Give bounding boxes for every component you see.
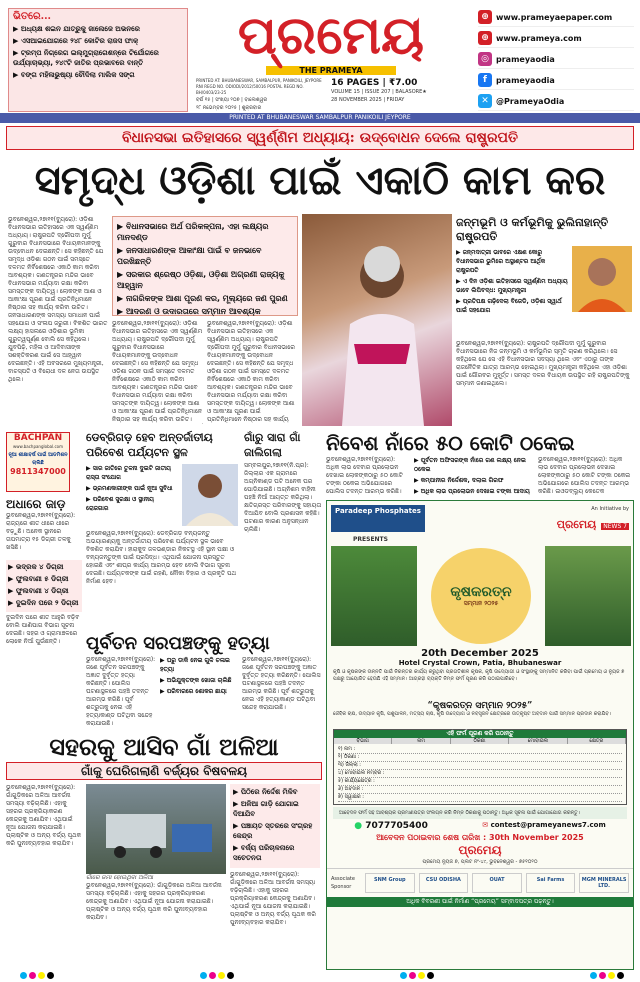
lead-bullet: ▶ ନାଗରିକଙ୍କ ଆଶା ପୂରଣ କର, ମୂଲ୍ୟରେ ଜଣ ପୁରଣ [117,294,288,303]
ad-form-row: ୨) ଠିକଣା : [338,754,622,762]
tourism-bullet: ▶ ଭ୍ରମଣକାରୀଙ୍କ ପାଇଁ ନୂଆ ସୁବିଧା [86,485,173,492]
printed-at: PRINTED AT: BHUBANESWAR, SAMBALPUR, PANIKOILI, JEYPORE [196,78,322,83]
index-list [9,24,187,80]
side-story-body: ଭୁବନେଶ୍ୱର,୨୭ା୧୧(ବ୍ୟୁରୋ): ରାଷ୍ଟ୍ରପତି ଦ୍ରୌପଦୀ ମୁର୍ମୁ ଗୁରୁବାର ବିଧାନସଭାରେ ନିଜ ଜନ୍ମଭୂମି ଓ କର୍ମଭୂମିର ସ୍ମୃତି ଚାରଣ କରିଥିଲେ। ସେ କହିଥିଲେ ଯେ ସେ ଏହି ବିଧାନସଭାର ସଦସ୍ୟା ଥିଲେ ଏବଂ ଏଠାରୁ ତାଙ୍କ ରାଜନୈତିକ ଯାତ୍ରା ଆରମ୍ଭ ହୋଇଥିଲା। ମୁଖ୍ୟମନ୍ତ୍ରୀ କହିଥିଲେ ଏହା ଓଡ଼ିଶା ପାଇଁ ଗୌରବର ମୁହୂର୍ତ୍ତ। ସମସ୍ତ ଦଳର ବିଧାୟକ ଉପସ୍ଥିତ ରହି ରାଷ୍ଟ୍ରପତିଙ୍କୁ ସମ୍ମାନ ଜଣାଇଥିଲେ। [456,340,630,387]
cold-story [6,496,82,696]
cold-bullets [6,560,82,612]
krushak-ad [326,500,634,970]
ad-award-text: ଜୈବିକ ଚାଷ, ଉଦ୍ୟାନ କୃଷି, ପଶୁପାଳନ, ମତ୍ସ୍ୟ ଚାଷ, କୃଷି ଉଦ୍ୟୋଗ ଓ ନବସୃଜନ କ୍ଷେତ୍ରରେ ଉତ୍କୃଷ୍ଟ ଅବଦାନ ପାଇଁ ସମ୍ମାନ ପ୍ରଦାନ କରାଯିବ। [333,711,612,717]
ad-note: ଆବେଦନ ଫର୍ମ ସହ ଆବଶ୍ୟକ ପ୍ରମାଣପତ୍ର ସଂଲଗ୍ନ କରି ନିମ୍ନ ଠିକଣାକୁ ପଠାନ୍ତୁ। ଅଧିକ ସୂଚନା ପାଇଁ ଯୋଗାଯୋଗ କରନ୍ତୁ। [333,807,627,819]
social-link[interactable] [478,29,634,48]
ad-form-col: ଠିକଣା [451,738,509,744]
registration-mark [608,972,615,979]
cold-title: ଅଧାରେ ଜାଡ଼ [6,497,66,511]
masthead-subtitle: THE PRAMEYA [266,66,396,75]
village-body: ସମ୍ବଲପୁର,୨୭ା୧୧(ନି.ପ୍ର): ଜିଲ୍ଲାର ଏକ ଗ୍ରାମରେ ଅଗ୍ନିକାଣ୍ଡ ଘଟି ଅନେକ ଘର ପୋଡ଼ିଯାଇଛି। ଅଗ୍ନିଶମ ବାହିନୀ ପହଞ୍ଚି ନିଆଁ ଆୟତ୍ତ କରିଥିଲା। କ୍ଷତିଗ୍ରସ୍ତ ପରିବାରଙ୍କୁ ସହାୟତା ଦିଆଯିବ ବୋଲି ପ୍ରଶାସନ କହିଛି। ଘଟଣାର କାରଣ ଅନୁସନ୍ଧାନ ଚାଲିଛି। [244,462,322,533]
waste-caption: ଗାଁରେ ଜମା ହୋଇଥିବା ଅଳିଆ [86,874,153,881]
sarpanch-story [86,632,322,728]
ad-sponsors-label: Associate Sponsor [331,876,355,890]
sponsor-logo: CSU ODISHA [419,873,469,893]
index-item: ▶ ଅଧ୍ୟକ୍ଷ ଶଇନ ଯାତ୍ରୁକୁ ଜାଲେଜେ ଅଭନରେ [13,25,140,33]
cold-bullet: ▶ ଭଦ୍ରକ ୪ ଡିଗ୍ରୀ [8,563,64,571]
social-link[interactable] [478,8,634,27]
globe-icon: ⊕ [478,10,492,24]
registration-mark [38,972,45,979]
ad-form-row: ୪) ମୋବାଇଲ ନମ୍ବର : [338,770,622,778]
ad-emblem [431,548,531,644]
registration-mark [409,972,416,979]
social-label: @PrameyaOdia [496,96,565,106]
sponsor-logo: MGM MINERALS LTD. [579,873,629,893]
invest-bullet: ▶ ପୂର୍ବତନ ଅଫିସରଙ୍କ ନାଁରେ ଗଣ ଲକ୍ଷ୍ୟ ନେଇ ଠକେଇ [414,457,526,473]
waste-bullets [230,784,320,868]
ad-email-address: contest@prameyanews7.com [490,821,606,829]
rni-line: RNI REGD NO. ODIODI/2012/50016 POSTAL REGD NO. BH/0403/23-25 [196,84,304,95]
strap [6,126,634,150]
sarpanch-body-2: ଭୁବନେଶ୍ୱର,୨୭ା୧୧(ବ୍ୟୁରୋ): ଜଣେ ପୂର୍ବତନ ସରପଞ୍ଚଙ୍କୁ ଅଜ୍ଞାତ ଦୁର୍ବୃତ୍ତ ହତ୍ୟା କରିଛନ୍ତି। ପୋଲିସ ଘଟଣାସ୍ଥଳରେ ପହଞ୍ଚି ତଦନ୍ତ ଆରମ୍ଭ କରିଛି। ପୂର୍ବ ଶତ୍ରୁତାକୁ ନେଇ ଏହି ହତ୍ୟାକାଣ୍ଡ ଘଟିଥିବା ସନ୍ଦେହ କରାଯାଉଛି। [242,656,321,711]
ad-brand-tag: NEWS 7 [603,523,627,530]
registration-mark [209,972,216,979]
ad-venue: Hotel Crystal Crown, Patia, Bhubaneswar [398,659,562,667]
ad-form-row: ୭) ସ୍ୱାକ୍ଷର : [338,794,622,802]
lead-bullet: ▶ ସରକାର ଶ୍ରେଷ୍ଠ ଓଡ଼ିଶା, ଓଡ଼ିଶା ଅଗ୍ରଣୀ ରାଜ୍ୟକୁ ଆହ୍ୱାନ [117,270,285,290]
ad-form-col: ବିଭାଗ [334,738,392,744]
registration-mark [227,972,234,979]
village-title: ଗାଁରୁ ସାରା ଗାଁ ଜାଲିଗଲା [244,431,301,459]
masthead [196,6,466,116]
ad-brand-2: ପ୍ରମେୟ [458,843,502,857]
sarpanch-bullet: ▶ ଘରୁ ଡାକି ନେଇ ଗୁଳି ଚଳାଇ ହତ୍ୟା [160,657,230,673]
waste-title: ସହରକୁ ଆସିବ ଗାଁ ଅଳିଆ [49,732,279,761]
registration-mark [47,972,54,979]
cold-bullet: ▶ ଫୁଲବାଣୀ ୫ ଡିଗ୍ରୀ [8,575,69,583]
tourism-bullets [86,464,178,513]
registration-mark [590,972,597,979]
index-item: ▶ ବଙ୍ଗ ମହିଳାଭୁଷ୍ୟା ଚୌଦିଲା ମାଲିକ ସଙ୍ଗ [13,71,135,79]
ad-deadline: ଆବେଦନ ପଠାଇବାର ଶେଷ ତାରିଖ : 30th November 2025 [376,833,584,842]
tourism-body: ଭୁବନେଶ୍ୱର,୨୭ା୧୧(ବ୍ୟୁରୋ): ଡେବ୍ରିଗଡ଼ ବନ୍ୟଜନ୍ତୁ ଅଭୟାରଣ୍ୟକୁ ଅନ୍ତର୍ଜାତୀୟ ପରିବେଶ ପର୍ଯ୍ୟଟନ ସ୍ଥଳ ଭାବେ ବିକଶିତ କରାଯିବ। ହୀରାକୁଦ ଜଳଭଣ୍ଡାର ନିକଟସ୍ଥ ଏହି ସ୍ଥାନ ପକ୍ଷୀ ଓ ବନ୍ୟଜନ୍ତୁଙ୍କ ପାଇଁ ପ୍ରସିଦ୍ଧ। ଏଥିପାଇଁ ଯୋଜନା ପ୍ରସ୍ତୁତ ହୋଇଛି ଏବଂ ଶୀଘ୍ର କାର୍ଯ୍ୟ ଆରମ୍ଭ ହେବ ବୋଲି ବିଭାଗ ସୂଚନା ଦେଇଛି। ପର୍ଯ୍ୟଟକଙ୍କ ପାଇଁ ରହଣି, ନୌକା ବିହାର ଓ ପ୍ରକୃତି ପଥ ନିର୍ମାଣ ହେବ। [86,530,237,585]
waste-story [6,732,322,970]
bachpan-offer: ନୂଆ ଶୀକ୍ଷାବର୍ଷ ପାଇଁ ଆଡମିଶନ ଚାଲିଛି [8,452,68,466]
lead-body-3: ଭୁବନେଶ୍ୱର,୨୭ା୧୧(ବ୍ୟୁରୋ): ଓଡ଼ିଶା ବିଧାନସଭାର ଇତିହାସରେ ଏକ ସ୍ୱର୍ଣ୍ଣିମ ଅଧ୍ୟାୟ। ରାଷ୍ଟ୍ରପତି ଦ୍ରୌପଦୀ ମୁର୍ମୁ ଗୁରୁବାର ବିଧାନସଭାରେ ବିଧାୟକମାନଙ୍କୁ ଉଦ୍‌ବୋଧନ ଦେଇଛନ୍ତି। ସେ କହିଛନ୍ତି ଯେ ସମୃଦ୍ଧ ଓଡ଼ିଶା ଗଠନ ପାଇଁ ସମସ୍ତେ ଦଳମତ ନିର୍ବିଶେଷରେ ଏକାଠି କାମ କରିବା ଆବଶ୍ୟକ। ଗଣତନ୍ତ୍ରର ମନ୍ଦିର ଭାବେ ବିଧାନସଭାର ମର୍ଯ୍ୟାଦା ରକ୍ଷା କରିବା ସମସ୍ତଙ୍କ ଦାୟିତ୍ୱ। ଲୋକଙ୍କ ଆଶା ଓ ଆକାଂକ୍ଷା ପୂରଣ ପାଇଁ ପ୍ରତିନିଧିମାନେ ନିଷ୍ଠାର ସହ କାର୍ଯ୍ୟ [207,320,295,423]
registration-mark [218,972,225,979]
sarpanch-bullets [160,656,238,726]
registration-mark [599,972,606,979]
waste-subtitle: ଗାଁକୁ ଘେରିଗଲାଣି ବର୍ଜ୍ୟର ବିଷବଳୟ [6,762,322,780]
ad-intro: କୃଷି ଓ କୃଷକଙ୍କ ଉନ୍ନତି ପାଇଁ ନିରନ୍ତର କାର୍ଯ୍ୟ କରୁଥିବା ପ୍ରଗତିଶୀଳ କୃଷକ, କୃଷି ଉଦ୍ୟୋଗୀ ଓ ସଂସ୍ଥାଙ୍କୁ ସମ୍ମାନିତ କରିବା ପାଇଁ ପ୍ରମେୟ ଓ ନ୍ୟୁଜ ୭ ପକ୍ଷରୁ ଆୟୋଜିତ ହେଉଛି ଏହି ସମ୍ମାନ। ଆଗ୍ରହୀ ବ୍ୟକ୍ତି ନିମ୍ନ ଫର୍ମ ପୂରଣ କରି ପଠାଇପାରିବେ। [333,669,625,682]
registration-mark [418,972,425,979]
headline: ସମୃଦ୍ଧ ଓଡ଼ିଶା ପାଇଁ ଏକାଠି କାମ କର [34,157,606,204]
ad-form-col: କ୍ଷେତ୍ର [568,738,626,744]
waste-body: ଭୁବନେଶ୍ୱର,୨୭ା୧୧(ବ୍ୟୁରୋ): ଗାଁଗୁଡ଼ିକରେ ଅଳିଆ ଆବର୍ଜନା ସମସ୍ୟା ବଢ଼ିଚାଲିଛି। ଏହାକୁ ସହରର ପ୍ରକ୍ରିୟାକରଣ କେନ୍ଦ୍ରକୁ ଅଣାଯିବ। ଏଥିପାଇଁ ନୂଆ ଯୋଜନା କରାଯାଇଛି। ପ୍ଲାଷ୍ଟିକ ଓ ଅନ୍ୟ ବର୍ଜ୍ୟ ପୃଥକ କରି ପୁନଃବ୍ୟବହାର କରାଯିବ। [6,784,82,847]
ad-whatsapp [354,821,428,831]
invest-bullet: ▶ ଅଧିକ ଲାଭ ପ୍ରଲୋଭନ ଦେଖାଇ ଟଙ୍କା ଆଦାୟ [414,488,530,495]
ad-email [482,821,606,831]
ad-sponsor-name: Paradeep Phosphates [335,507,421,515]
ad-photo-left [331,546,417,646]
tourism-title: ଡେବ୍ରିଗଡ଼ ହେବ ଅନ୍ତର୍ଜାତୀୟ ପରିବେଶ ପର୍ଯ୍ୟଟନ ସ୍ଥଳ [86,431,213,459]
tourism-story [86,430,238,630]
index-item: ▶ ଏସଆଇଯୋଗରେ ୨୪୮ କୋଟିର ରାଜସ ଫାକ୍ [13,37,139,45]
registration-mark [200,972,207,979]
sarpanch-bullet: ▶ ପରିବାରରେ ଶୋକର ଛାୟା [160,688,227,695]
registration-mark [427,972,434,979]
social-link[interactable] [478,50,634,69]
ad-date: 20th December 2025 [421,648,539,659]
waste-bullet: ▶ ବର୍ଜ୍ୟ ପରିଚାଳନାରେ ସଚେତନତା [233,844,295,862]
printed-bar: PRINTED AT BHUBANESWAR SAMBALPUR PANIKOILI JEYPORE [0,113,640,123]
invest-body-2: ଭୁବନେଶ୍ୱର,୨୭ା୧୧(ବ୍ୟୁରୋ): ଅଧିକ ଲାଭ ଦେବାର ପ୍ରଲୋଭନ ଦେଖାଇ ଲୋକଙ୍କଠାରୁ ୫୦ କୋଟି ଟଙ୍କା ଠକେଇ ଅଭିଯୋଗରେ ପୋଲିସ ତଦନ୍ତ ଆରମ୍ଭ କରିଛି। ଇଓଡବ୍ଲ୍ୟୁ କେତେକ [538,456,631,495]
bachpan-phone: 9811347000 [10,467,66,476]
cm-figure [572,246,632,312]
odia-issue: ବର୍ଷ ୧୫ | ସଂଖ୍ୟା ୨୦୭ | ବାଲେଶ୍ୱର [196,97,268,103]
whatsapp-icon: ● [354,821,363,831]
tourism-bullet: ▶ ସାର ଜାତିରେ ତୁଳନା ଦୁଇଟି ଜାତୀୟ ରାସ୍ତା ସଂଯୋଗ [86,465,171,481]
ad-footer: ଅଧିକ ବିବରଣୀ ପାଇଁ ନିର୍ମାଣ “ପ୍ରମେୟ” ସମ୍ବାଦପତ୍ର ପଢ଼ନ୍ତୁ। [327,897,633,907]
ad-presents: PRESENTS [353,536,388,543]
invest-title: ନିବେଶ ନାଁରେ ୫୦ କୋଟି ଠକେଇ [326,431,575,455]
cold-bullet: ▶ ଫୁଲବାଣୀ ୪ ଡିଗ୍ରୀ [8,587,69,595]
social-links [478,8,634,112]
waste-photo [86,784,226,874]
ad-form-cols [334,738,626,744]
cm-photo [572,246,632,312]
ad-form-row: ୫) କାର୍ଯ୍ୟକ୍ଷେତ୍ର : [338,778,622,786]
strap-text: ବିଧାନସଭା ଇତିହାସରେ ସ୍ୱର୍ଣ୍ଣିମ ଅଧ୍ୟାୟ: ଉଦ୍‌ବୋଧନ ଦେଲେ ରାଷ୍ଟ୍ରପତି [121,130,519,146]
waste-figure [86,784,226,874]
bachpan-site: www.bachpanglobal.com [13,444,63,449]
ad-form-row: ୧) ନାମ : [338,746,622,754]
lead-body-2: ଭୁବନେଶ୍ୱର,୨୭ା୧୧(ବ୍ୟୁରୋ): ଓଡ଼ିଶା ବିଧାନସଭାର ଇତିହାସରେ ଏକ ସ୍ୱର୍ଣ୍ଣିମ ଅଧ୍ୟାୟ। ରାଷ୍ଟ୍ରପତି ଦ୍ରୌପଦୀ ମୁର୍ମୁ ଗୁରୁବାର ବିଧାନସଭାରେ ବିଧାୟକମାନଙ୍କୁ ଉଦ୍‌ବୋଧନ ଦେଇଛନ୍ତି। ସେ କହିଛନ୍ତି ଯେ ସମୃଦ୍ଧ ଓଡ଼ିଶା ଗଠନ ପାଇଁ ସମସ୍ତେ ଦଳମତ ନିର୍ବିଶେଷରେ ଏକାଠି କାମ କରିବା ଆବଶ୍ୟକ। ଗଣତନ୍ତ୍ରର ମନ୍ଦିର ଭାବେ ବିଧାନସଭାର ମର୍ଯ୍ୟାଦା ରକ୍ଷା କରିବା ସମସ୍ତଙ୍କ ଦାୟିତ୍ୱ। ଲୋକଙ୍କ ଆଶା ଓ ଆକାଂକ୍ଷା ପୂରଣ ପାଇଁ ପ୍ରତିନିଧିମାନେ ନିଷ୍ଠାର ସହ କାର୍ଯ୍ୟ କରିବା ଉଚିତ। [112,320,203,423]
social-link[interactable] [478,71,634,90]
side-bullet: ▶ ପ୍ରତିପକ୍ଷ ଗଢ଼ିଦେଲା ବିଜେଡି, ଓଡ଼ିଶା ସ୍ୱାର୍ଥ ପାଇଁ ସହଯୋଗ [456,298,562,314]
ad-form-col: ମୋବାଇଲ [509,738,567,744]
side-bullets [456,248,568,315]
color-marks [0,970,640,982]
ad-initiative: An Initiative by [591,506,629,512]
ad-title-sub: ସମ୍ମାନ ୨୦୨୫ [463,600,499,607]
bachpan-brand: BACHPAN [13,433,63,443]
index-heading: ଭିତରେ... [13,11,52,22]
side-bullet: ▶ ଜନ୍ମଦାତ୍ରୀ ଭାବରେ ଏକ୍ଷଣ କୋରୁ ବିଧାନସଭାର ଭୁମିରେ ଅସ୍ଥାଣ୍ଟର ଆର୍ଥିକ ରାଷ୍ଟ୍ରପତି [456,249,546,274]
ad-form-col: ନାମ [392,738,450,744]
index-item: ▶ ଟ୍ରମ୍ପ ନିଗ୍ରେଗ ଇଲ୍ମୁଗ୍ରାଗେଶନ୍‌ରେ ଟିର୍ଯୋଗରେ ଉର୍ଯ୍ୟାଚାଭ୍ୟା, ୨୪୯ଟି ଜାତିର ପ୍ରଭାବରେ ବାନ୍ତି [13,49,159,67]
cold-bullet: ▶ ଦୁଇଦିନ ପରେ ୨ ଡିଗ୍ରୀ [8,599,79,607]
social-link[interactable] [478,92,634,111]
ad-sponsor [331,505,425,532]
index-box [8,8,188,112]
side-bullet: ▶ ଏ ଦିନ ଓଡ଼ିଶା ଇତିହାସରେ ସ୍ୱର୍ଣ୍ଣିମ ଅଧ୍ୟାୟ ଭାବେ ଲିପିବଦ୍ଧ: ମୁଖ୍ୟମନ୍ତ୍ରୀ [456,278,568,294]
instagram-icon: ◎ [478,52,492,66]
invest-bullet: ▶ କମ୍ପାନୀର ନିର୍ଦ୍ଦେଶକ, ଦଲାଲ ଗିରଫ [414,477,504,484]
date-line: 28 NOVEMBER 2025 | FRIDAY [331,97,405,103]
registration-mark [400,972,407,979]
ad-address: ପ୍ରମେୟ ନ୍ୟୁଜ ୭, ପ୍ଲଟ ନଂ-୪୯, ଭୁବନେଶ୍ୱର - ୭୫୧୦୨୦ [422,859,538,865]
sponsor-logo: Sai Farms [526,873,576,893]
registration-mark [20,972,27,979]
sarpanch-bullet: ▶ ଅଭିଯୁକ୍ତଙ୍କ ଖୋଜା ଚାଲିଛି [160,677,232,684]
ad-sponsors [365,873,629,893]
waste-bullet: ▶ ପିଠିରେ ନିର୍ଦ୍ଦେଶ ମିଳିବ [233,788,298,796]
sponsor-logo: SNM Group [365,873,415,893]
social-label: prameyaodia [496,54,555,64]
ad-title: କୃଷକରତ୍ନ [450,584,512,600]
registration-mark [617,972,624,979]
side-story [456,216,634,426]
village-story [244,430,322,630]
waste-body-2: ଭୁବନେଶ୍ୱର,୨୭ା୧୧(ବ୍ୟୁରୋ): ଗାଁଗୁଡ଼ିକରେ ଅଳିଆ ଆବର୍ଜନା ସମସ୍ୟା ବଢ଼ିଚାଲିଛି। ଏହାକୁ ସହରର ପ୍ରକ୍ରିୟାକରଣ କେନ୍ଦ୍ରକୁ ଅଣାଯିବ। ଏଥିପାଇଁ ନୂଆ ଯୋଜନା କରାଯାଇଛି। ପ୍ଲାଷ୍ଟିକ ଓ ଅନ୍ୟ ବର୍ଜ୍ୟ ପୃଥକ କରି ପୁନଃବ୍ୟବହାର କରାଯିବ। [86,882,222,921]
ad-brand: ପ୍ରମେୟ [556,518,597,531]
side-story-title: ଜନ୍ମଭୂମି ଓ କର୍ମଭୂମିକୁ ଭୁଲିନାହାନ୍ତି ରାଷ୍ଟ୍ରପତି [456,216,609,243]
ad-form-row: ୬) ଅବଦାନ : [338,786,622,794]
volume-line: VOLUME 15 | ISSUE 207 | BALASORE★ [331,89,427,95]
bachpan-ad [6,432,70,492]
ad-photo-right [545,546,631,646]
waste-bullet: ▶ ପଞ୍ଚାୟତ ସ୍ତରରେ ସଂଗ୍ରହ କେନ୍ଦ୍ର [233,822,313,840]
sponsor-logo: OUAT [472,873,522,893]
ad-form [333,729,627,805]
social-label: prameyaodia [496,75,555,85]
ad-whatsapp-number: 7077705400 [365,821,428,831]
lead-bullets-box [112,216,298,316]
registration-mark [29,972,36,979]
lead-bullets [117,221,293,317]
minister-photo [182,464,238,526]
president-photo [302,214,452,426]
lead-bullet: ▶ ଜନସାଧାରଣଙ୍କ ଆକାଂକ୍ଷା ପାଇଁ ବ ଜନଭାବେ ପରଖିଛନ୍ତି [117,246,262,266]
social-label: www.prameya.com [496,33,582,43]
globe-icon: ⊕ [478,31,492,45]
president-figure [302,214,452,426]
cold-more: ଦୁଇଦିନ ପରେ ଶୀତ ଆହୁରି ବଢ଼ିବ ବୋଲି ପାଣିପାଗ ବିଭାଗ ସୂଚନା ଦେଇଛି। ସହର ଓ ଗ୍ରାମାଞ୍ଚଳରେ ଲୋକେ ନିଆଁ ପୁଉଁଛନ୍ତି। [6,614,80,645]
twitter-icon: ✕ [478,94,492,108]
social-label: www.prameyaepaper.com [496,12,613,22]
invest-body: ଭୁବନେଶ୍ୱର,୨୭ା୧୧(ବ୍ୟୁରୋ): ଅଧିକ ଲାଭ ଦେବାର ପ୍ରଲୋଭନ ଦେଖାଇ ଲୋକଙ୍କଠାରୁ ୫୦ କୋଟି ଟଙ୍କା ଠକେଇ ଅଭିଯୋଗରେ ପୋଲିସ ତଦନ୍ତ ଆରମ୍ଭ କରିଛି। [326,456,403,495]
lead-bullet: ▶ ଆଦରଣ ଓ ଉଦାରତାରେ ସମ୍ମାନ ଆବଶ୍ୟକ [117,307,261,316]
minister-figure [182,464,238,526]
sarpanch-title: ପୂର୍ବତନ ସରପଞ୍ଚଙ୍କୁ ହତ୍ୟା [86,633,270,654]
waste-body-3: ଭୁବନେଶ୍ୱର,୨୭ା୧୧(ବ୍ୟୁରୋ): ଗାଁଗୁଡ଼ିକରେ ଅଳିଆ ଆବର୍ଜନା ସମସ୍ୟା ବଢ଼ିଚାଲିଛି। ଏହାକୁ ସହରର ପ୍ରକ୍ରିୟାକରଣ କେନ୍ଦ୍ରକୁ ଅଣାଯିବ। ଏଥିପାଇଁ ନୂଆ ଯୋଜନା କରାଯାଇଛି। ପ୍ଲାଷ୍ଟିକ ଓ ଅନ୍ୟ ବର୍ଜ୍ୟ ପୃଥକ କରି ପୁନଃବ୍ୟବହାର କରାଯିବ। [230,871,316,926]
email-icon: ✉ [482,821,489,829]
lead-body: ଭୁବନେଶ୍ୱର,୨୭ା୧୧(ବ୍ୟୁରୋ): ଓଡ଼ିଶା ବିଧାନସଭାର ଇତିହାସରେ ଏକ ସ୍ୱର୍ଣ୍ଣିମ ଅଧ୍ୟାୟ। ରାଷ୍ଟ୍ରପତି ଦ୍ରୌପଦୀ ମୁର୍ମୁ ଗୁରୁବାର ବିଧାନସଭାରେ ବିଧାୟକମାନଙ୍କୁ ଉଦ୍‌ବୋଧନ ଦେଇଛନ୍ତି। ସେ କହିଛନ୍ତି ଯେ ସମୃଦ୍ଧ ଓଡ଼ିଶା ଗଠନ ପାଇଁ ସମସ୍ତେ ଦଳମତ ନିର୍ବିଶେଷରେ ଏକାଠି କାମ କରିବା ଆବଶ୍ୟକ। ଗଣତନ୍ତ୍ରର ମନ୍ଦିର ଭାବେ ବିଧାନସଭାର ମର୍ଯ୍ୟାଦା ରକ୍ଷା କରିବା ସମସ୍ତଙ୍କ ଦାୟିତ୍ୱ। ଲୋକଙ୍କ ଆଶା ଓ ଆକାଂକ୍ଷା ପୂରଣ ପାଇଁ ପ୍ରତିନିଧିମାନେ ନିଷ୍ଠାର ସହ କାର୍ଯ୍ୟ କରିବା ଉଚିତ। ଜନସାଧାରଣଙ୍କ ସମସ୍ୟା ସମାଧାନ ପାଇଁ ସହଯୋଗ ଓ ସଂଳାପ ଜରୁରୀ। ବିକଶିତ ଭାରତ ଲକ୍ଷ୍ୟ ହାସଲରେ ଓଡ଼ିଶାର ଭୂମିକା ଗୁରୁତ୍ୱପୂର୍ଣ୍ଣ ବୋଲି ସେ କହିଥିଲେ। ଯୁବପିଢ଼ି, ମହିଳା ଓ ଆଦିବାସୀଙ୍କ ସଶକ୍ତିକରଣ ପାଇଁ ସେ ଆହ୍ୱାନ ଦେଇଛନ୍ତି। ଏହି ଅବସରରେ ମୁଖ୍ୟମନ୍ତ୍ରୀ, ବାଚସ୍ପତି ଓ ବିରୋଧୀ ଦଳ ନେତା ଉପସ୍ଥିତ ଥିଲେ। [8,216,108,383]
odia-date: ୨୮ ନଭେମ୍ବର ୨୦୨୫ | ଶୁକ୍ରବାର [196,105,262,111]
pages-price: 16 PAGES | ₹7.00 [331,78,418,88]
lead-bullet: ▶ ବିଧାନସଭାରେ ଅର୍ଥ ପରିକଳ୍ପନା, ଏହା ଲକ୍ଷ୍ୟର ମାନଦଣ୍ଡ [117,222,269,242]
tourism-bullet: ▶ ପରିବେଶ ସୁରକ୍ଷା ଓ ସ୍ଥାନୀୟ ରୋଜଗାର [86,496,154,512]
masthead-title: ପ୍ରମେୟ [237,5,425,66]
cold-body: ଭୁବନେଶ୍ୱର,୨୭ା୧୧(ବ୍ୟୁରୋ): ରାଜ୍ୟରେ ଶୀତ ଧୀରେ ଧୀରେ ବଢ଼ୁଛି। ଅନେକ ସ୍ଥାନରେ ତାପମାତ୍ରା ୧୫ ଡିଗ୍ରୀ ତଳକୁ ଖସିଛି। [6,512,76,551]
ad-award-name: “କୃଷକରତ୍ନ ସମ୍ମାନ ୨୦୨୫” [427,701,533,711]
invest-bullets [414,456,534,498]
waste-bullet: ▶ ଅଳିଆ ଗାଡ଼ି ଯୋଗାଇ ଦିଆଯିବ [233,800,299,818]
sarpanch-body: ଭୁବନେଶ୍ୱର,୨୭ା୧୧(ବ୍ୟୁରୋ): ଜଣେ ପୂର୍ବତନ ସରପଞ୍ଚଙ୍କୁ ଅଜ୍ଞାତ ଦୁର୍ବୃତ୍ତ ହତ୍ୟା କରିଛନ୍ତି। ପୋଲିସ ଘଟଣାସ୍ଥଳରେ ପହଞ୍ଚି ତଦନ୍ତ ଆରମ୍ଭ କରିଛି। ପୂର୍ବ ଶତ୍ରୁତାକୁ ନେଇ ଏହି ହତ୍ୟାକାଣ୍ଡ ଘଟିଥିବା ସନ୍ଦେହ କରାଯାଉଛି। [86,656,156,726]
ad-form-title: ଏହି ଫର୍ମ ପୂରଣ କରି ପଠାନ୍ତୁ [334,730,626,738]
ad-form-rows [334,744,626,804]
invest-story [326,430,634,498]
ad-form-row: ୩) ଜିଲ୍ଲା : [338,762,622,770]
facebook-icon: f [478,73,492,87]
